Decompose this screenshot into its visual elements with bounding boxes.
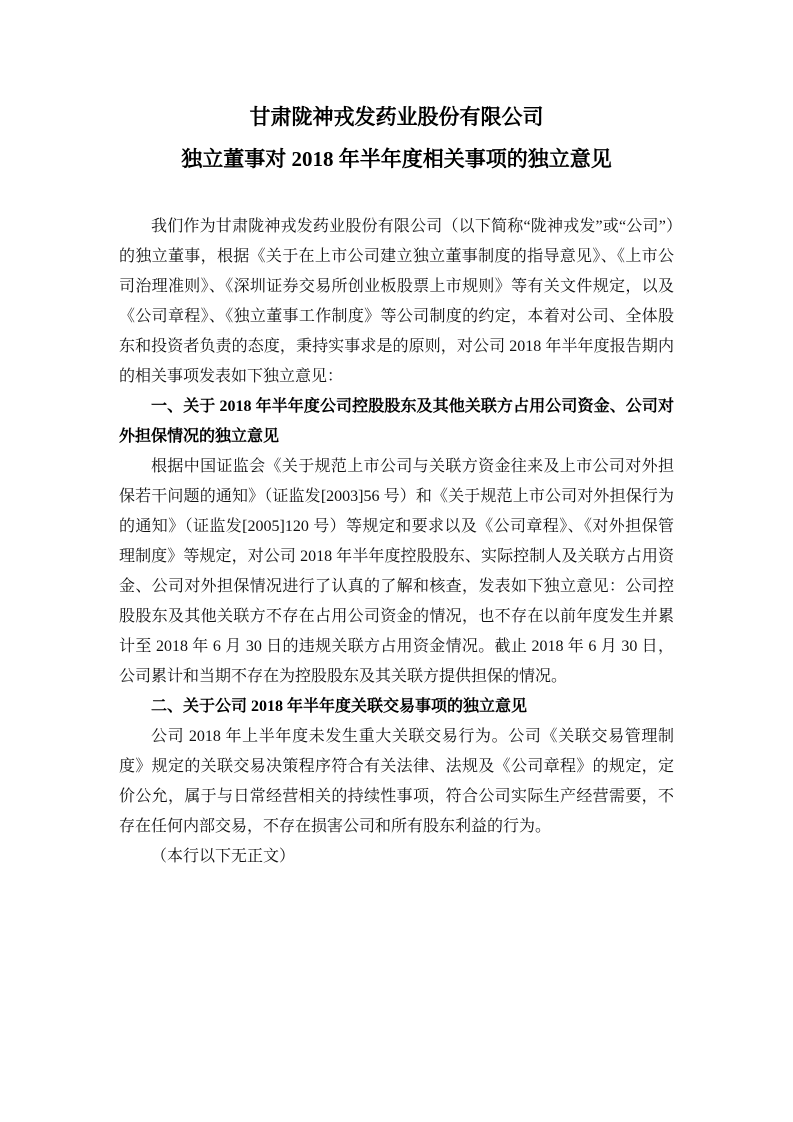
document-title-line-2: 独立董事对 2018 年半年度相关事项的独立意见	[181, 147, 612, 171]
paragraph-no-more-text-notice: （本行以下无正文）	[151, 848, 296, 865]
paragraph-intro: 我们作为甘肃陇神戎发药业股份有限公司（以下简称“陇神戎发”或“公司”）的独立董事，根据《关于在上市公司建立独立董事制度的指导意见》、《上市公司治理准则》、《深圳证券交易所创业板股票上市规则》等有关文件规定，以及《公司章程》、《独立董事工作制度》等公司制度的约定，本着对公司、全体股东和投资者负责的态度，秉持实事求是的原则，对公司 2018 年半年度报告期内的相关事项发表如下独立意见：	[119, 218, 674, 385]
document-title	[0, 96, 793, 180]
document-body	[119, 212, 674, 872]
paragraph-section-1-opinion: 根据中国证监会《关于规范上市公司与关联方资金往来及上市公司对外担保若干问题的通知》（证监发[2003]56 号）和《关于规范上市公司对外担保行为的通知》（证监发[2005]120 号）等规定和要求以及《公司章程》、《对外担保管理制度》等规定，对公司 2018 年半年度控股股东、实际控制人及关联方占用资金、公司对外担保情况进行了认真的了解和核查，发表如下独立意见：公司控股股东及其他关联方不存在占用公司资金的情况，也不存在以前年度发生并累计至 2018 年 6 月 30 日的违规关联方占用资金情况。截止 2018 年 6 月 30 日，公司累计和当期不存在为控股股东及其关联方提供担保的情况。	[119, 458, 674, 685]
heading-section-2: 二、关于公司 2018 年半年度关联交易事项的独立意见	[151, 698, 528, 715]
heading-section-1: 一、关于 2018 年半年度公司控股股东及其他关联方占用公司资金、公司对外担保情况的独立意见	[119, 398, 674, 445]
document-title-line-1: 甘肃陇神戎发药业股份有限公司	[249, 105, 544, 129]
paragraph-section-2-opinion: 公司 2018 年上半年度未发生重大关联交易行为。公司《关联交易管理制度》规定的关联交易决策程序符合有关法律、法规及《公司章程》的规定，定价公允，属于与日常经营相关的持续性事项，符合公司实际生产经营需要，不存在任何内部交易，不存在损害公司和所有股东利益的行为。	[119, 728, 674, 835]
